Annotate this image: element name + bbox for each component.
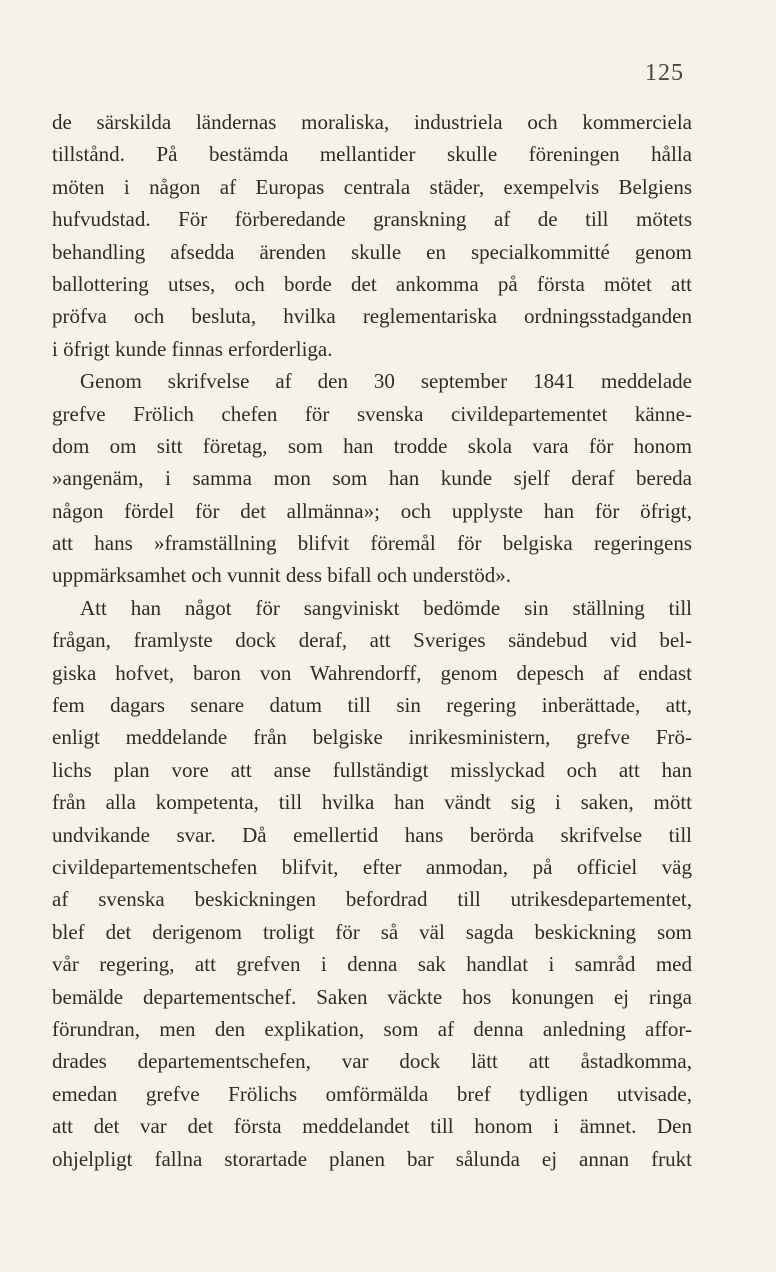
text-line: »angenäm, i samma mon som han kunde sjelf deraf bereda	[52, 466, 692, 491]
text-line: att hans »framställning blifvit föremål för belgiska regeringens	[52, 531, 692, 556]
text-line: att det var det första meddelandet till honom i ämnet. Den	[52, 1114, 692, 1139]
text-line: ohjelpligt fallna storartade planen bar sålunda ej annan frukt	[52, 1146, 692, 1171]
text-line: förundran, men den explikation, som af denna anledning affor-	[52, 1016, 692, 1041]
text-line: giska hofvet, baron von Wahrendorff, genom depesch af endast	[52, 660, 692, 685]
text-line: lichs plan vore att anse fullständigt misslyckad och att han	[52, 757, 692, 782]
text-line: blef det derigenom troligt för så väl sagda beskickning som	[52, 919, 692, 944]
text-line: enligt meddelande från belgiske inrikesministern, grefve Frö-	[52, 725, 692, 750]
text-line: från alla kompetenta, till hvilka han vändt sig i saken, mött	[52, 790, 692, 815]
text-line: de särskilda ländernas moraliska, industriela och kommerciela	[52, 110, 692, 134]
text-line: ballottering utses, och borde det ankomma på första mötet att	[52, 271, 692, 296]
text-line: pröfva och besluta, hvilka reglementariska ordningsstadganden	[52, 304, 692, 329]
text-line: i öfrigt kunde finnas erforderliga.	[52, 336, 333, 361]
page-number: 125	[645, 60, 684, 86]
text-line: civildepartementschefen blifvit, efter anmodan, på officiel väg	[52, 854, 692, 879]
text-line: drades departementschefen, var dock lätt att åstadkomma,	[52, 1049, 692, 1074]
text-line: någon fördel för det allmänna»; och upplyste han för öfrigt,	[52, 498, 692, 523]
text-line: undvikande svar. Då emellertid hans berörda skrifvelse till	[52, 822, 692, 847]
text-line: tillstånd. På bestämda mellantider skulle föreningen hålla	[52, 142, 692, 167]
text-line: bemälde departementschef. Saken väckte hos konungen ej ringa	[52, 984, 692, 1009]
body-text	[52, 106, 692, 1175]
text-line: dom om sitt företag, som han trodde skola vara för honom	[52, 433, 692, 458]
text-line: grefve Frölich chefen för svenska civildepartementet känne-	[52, 401, 692, 426]
text-line: Att han något för sangviniskt bedömde sin ställning till	[80, 595, 692, 620]
text-line: möten i någon af Europas centrala städer, exempelvis Belgiens	[52, 174, 692, 199]
text-line: vår regering, att grefven i denna sak handlat i samråd med	[52, 952, 692, 977]
text-line: af svenska beskickningen befordrad till utrikesdepartementet,	[52, 887, 692, 912]
text-line: uppmärksamhet och vunnit dess bifall och understöd».	[52, 563, 511, 588]
text-line: emedan grefve Frölichs omförmälda bref tydligen utvisade,	[52, 1081, 692, 1106]
text-line: Genom skrifvelse af den 30 september 1841 meddelade	[80, 369, 692, 394]
text-line: hufvudstad. För förberedande granskning af de till mötets	[52, 207, 692, 232]
text-line: behandling afsedda ärenden skulle en specialkommitté genom	[52, 239, 692, 264]
text-line: fem dagars senare datum till sin regering inberättade, att,	[52, 693, 692, 718]
text-line: frågan, framlyste dock deraf, att Sveriges sändebud vid bel-	[52, 628, 692, 653]
